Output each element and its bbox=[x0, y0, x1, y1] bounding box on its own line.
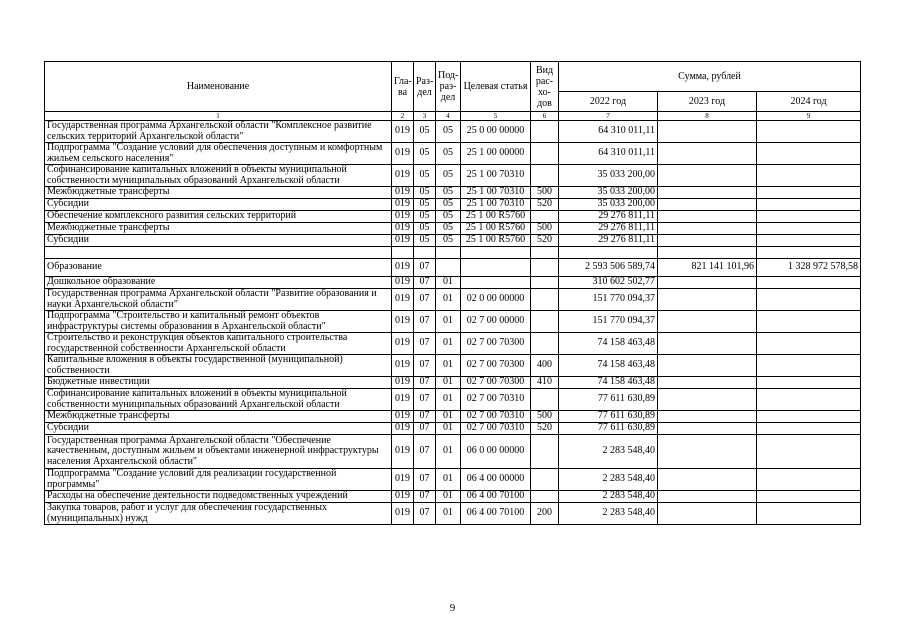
header-year-2022: 2022 год bbox=[559, 92, 658, 112]
table-row bbox=[45, 377, 861, 389]
header-name: Наименование bbox=[45, 62, 392, 112]
row-target-article bbox=[461, 277, 531, 289]
row-sum-2024 bbox=[757, 491, 861, 503]
row-sum-2023 bbox=[658, 289, 757, 311]
row-glava: 019 bbox=[392, 503, 414, 525]
row-expense-type bbox=[531, 491, 559, 503]
row-target-article: 02 7 00 70300 bbox=[461, 377, 531, 389]
row-expense-type: 500 bbox=[531, 223, 559, 235]
row-glava: 019 bbox=[392, 199, 414, 211]
row-glava: 019 bbox=[392, 165, 414, 187]
row-expense-type bbox=[531, 121, 559, 143]
row-podrazdel: 01 bbox=[436, 423, 461, 435]
row-name: Межбюджетные трансферты bbox=[45, 411, 392, 423]
row-sum-2023 bbox=[658, 223, 757, 235]
row-target-article: 02 7 00 70310 bbox=[461, 389, 531, 411]
row-sum-2024 bbox=[757, 311, 861, 333]
column-number: 6 bbox=[531, 112, 559, 121]
row-target-article bbox=[461, 259, 531, 277]
row-expense-type bbox=[531, 165, 559, 187]
row-podrazdel: 01 bbox=[436, 289, 461, 311]
row-glava: 019 bbox=[392, 121, 414, 143]
row-sum-2023 bbox=[658, 143, 757, 165]
row-target-article: 25 1 00 70310 bbox=[461, 199, 531, 211]
row-sum-2022: 2 283 548,40 bbox=[559, 469, 658, 491]
header-glava: Гла-ва bbox=[392, 62, 414, 112]
row-razdel: 05 bbox=[414, 143, 436, 165]
table-row bbox=[45, 165, 861, 187]
table-row bbox=[45, 187, 861, 199]
row-name: Субсидии bbox=[45, 199, 392, 211]
row-sum-2024 bbox=[757, 355, 861, 377]
row-glava: 019 bbox=[392, 389, 414, 411]
row-razdel: 05 bbox=[414, 187, 436, 199]
table-row bbox=[45, 277, 861, 289]
row-podrazdel bbox=[436, 247, 461, 259]
row-podrazdel: 01 bbox=[436, 389, 461, 411]
row-glava: 019 bbox=[392, 311, 414, 333]
row-expense-type bbox=[531, 389, 559, 411]
row-podrazdel: 05 bbox=[436, 211, 461, 223]
column-number: 9 bbox=[757, 112, 861, 121]
column-number: 2 bbox=[392, 112, 414, 121]
row-target-article: 02 0 00 00000 bbox=[461, 289, 531, 311]
table-body bbox=[45, 121, 861, 525]
header-podrazdel: Под-раз-дел bbox=[436, 62, 461, 112]
row-sum-2022: 64 310 011,11 bbox=[559, 143, 658, 165]
row-razdel: 05 bbox=[414, 121, 436, 143]
row-expense-type bbox=[531, 333, 559, 355]
column-number: 5 bbox=[461, 112, 531, 121]
row-sum-2024 bbox=[757, 199, 861, 211]
row-podrazdel: 05 bbox=[436, 199, 461, 211]
row-target-article: 25 0 00 00000 bbox=[461, 121, 531, 143]
row-sum-2022: 151 770 094,37 bbox=[559, 311, 658, 333]
row-sum-2023 bbox=[658, 199, 757, 211]
row-target-article: 06 4 00 70100 bbox=[461, 491, 531, 503]
row-podrazdel: 01 bbox=[436, 355, 461, 377]
row-name: Дошкольное образование bbox=[45, 277, 392, 289]
row-podrazdel: 01 bbox=[436, 333, 461, 355]
row-target-article: 02 7 00 70300 bbox=[461, 333, 531, 355]
row-name: Субсидии bbox=[45, 423, 392, 435]
table-row bbox=[45, 143, 861, 165]
row-razdel: 07 bbox=[414, 503, 436, 525]
row-sum-2022: 2 283 548,40 bbox=[559, 491, 658, 503]
row-sum-2023 bbox=[658, 165, 757, 187]
row-sum-2024 bbox=[757, 435, 861, 469]
row-target-article: 06 4 00 00000 bbox=[461, 469, 531, 491]
row-sum-2023 bbox=[658, 423, 757, 435]
row-podrazdel: 05 bbox=[436, 121, 461, 143]
table-row bbox=[45, 223, 861, 235]
table-row bbox=[45, 411, 861, 423]
row-name: Закупка товаров, работ и услуг для обеспечения государственных (муниципальных) нужд bbox=[45, 503, 392, 525]
row-sum-2023 bbox=[658, 187, 757, 199]
row-podrazdel: 01 bbox=[436, 435, 461, 469]
table-row bbox=[45, 121, 861, 143]
table-row bbox=[45, 435, 861, 469]
row-razdel: 07 bbox=[414, 435, 436, 469]
row-razdel: 07 bbox=[414, 389, 436, 411]
table-row bbox=[45, 469, 861, 491]
table-row bbox=[45, 491, 861, 503]
row-sum-2022: 2 283 548,40 bbox=[559, 503, 658, 525]
header-target-article: Целевая статья bbox=[461, 62, 531, 112]
row-name: Субсидии bbox=[45, 235, 392, 247]
row-name: Софинансирование капитальных вложений в объекты муниципальной собственности муниципальных образований Архангельской области bbox=[45, 165, 392, 187]
row-sum-2022: 2 283 548,40 bbox=[559, 435, 658, 469]
row-expense-type bbox=[531, 277, 559, 289]
row-target-article: 25 1 00 R5760 bbox=[461, 211, 531, 223]
table-row bbox=[45, 389, 861, 411]
column-number: 1 bbox=[45, 112, 392, 121]
row-sum-2024 bbox=[757, 235, 861, 247]
row-razdel: 07 bbox=[414, 355, 436, 377]
row-expense-type: 410 bbox=[531, 377, 559, 389]
row-expense-type: 200 bbox=[531, 503, 559, 525]
row-sum-2022: 74 158 463,48 bbox=[559, 333, 658, 355]
row-razdel bbox=[414, 247, 436, 259]
row-glava: 019 bbox=[392, 223, 414, 235]
row-expense-type bbox=[531, 311, 559, 333]
row-razdel: 05 bbox=[414, 199, 436, 211]
row-razdel: 07 bbox=[414, 469, 436, 491]
row-glava: 019 bbox=[392, 259, 414, 277]
row-target-article: 06 4 00 70100 bbox=[461, 503, 531, 525]
row-target-article: 25 1 00 00000 bbox=[461, 143, 531, 165]
row-podrazdel: 01 bbox=[436, 377, 461, 389]
row-sum-2023 bbox=[658, 235, 757, 247]
header-expense-type: Вид рас-хо-дов bbox=[531, 62, 559, 112]
row-expense-type bbox=[531, 259, 559, 277]
row-sum-2022: 151 770 094,37 bbox=[559, 289, 658, 311]
header-sum: Сумма, рублей bbox=[559, 62, 861, 92]
row-sum-2024 bbox=[757, 277, 861, 289]
row-sum-2024: 1 328 972 578,58 bbox=[757, 259, 861, 277]
row-razdel: 07 bbox=[414, 277, 436, 289]
row-podrazdel: 05 bbox=[436, 143, 461, 165]
row-target-article: 25 1 00 R5760 bbox=[461, 235, 531, 247]
row-expense-type bbox=[531, 469, 559, 491]
row-glava: 019 bbox=[392, 289, 414, 311]
row-razdel: 05 bbox=[414, 235, 436, 247]
row-glava: 019 bbox=[392, 355, 414, 377]
row-glava: 019 bbox=[392, 333, 414, 355]
column-number: 7 bbox=[559, 112, 658, 121]
row-glava: 019 bbox=[392, 377, 414, 389]
row-razdel: 07 bbox=[414, 311, 436, 333]
row-podrazdel: 01 bbox=[436, 411, 461, 423]
row-sum-2023 bbox=[658, 389, 757, 411]
row-glava bbox=[392, 247, 414, 259]
row-sum-2023: 821 141 101,96 bbox=[658, 259, 757, 277]
row-name: Обеспечение комплексного развития сельских территорий bbox=[45, 211, 392, 223]
table-row bbox=[45, 503, 861, 525]
row-name: Межбюджетные трансферты bbox=[45, 223, 392, 235]
row-glava: 019 bbox=[392, 411, 414, 423]
row-sum-2023 bbox=[658, 411, 757, 423]
row-sum-2024 bbox=[757, 121, 861, 143]
row-expense-type: 520 bbox=[531, 423, 559, 435]
row-podrazdel bbox=[436, 259, 461, 277]
row-sum-2023 bbox=[658, 469, 757, 491]
row-razdel: 07 bbox=[414, 259, 436, 277]
row-expense-type: 400 bbox=[531, 355, 559, 377]
row-glava: 019 bbox=[392, 211, 414, 223]
row-name: Бюджетные инвестиции bbox=[45, 377, 392, 389]
row-sum-2024 bbox=[757, 411, 861, 423]
row-name: Строительство и реконструкция объектов капитального строительства государственной собственности Архангельской области bbox=[45, 333, 392, 355]
row-sum-2024 bbox=[757, 165, 861, 187]
row-expense-type bbox=[531, 289, 559, 311]
row-sum-2024 bbox=[757, 333, 861, 355]
table-row bbox=[45, 247, 861, 259]
table-row bbox=[45, 355, 861, 377]
row-sum-2024 bbox=[757, 423, 861, 435]
table-row bbox=[45, 289, 861, 311]
row-target-article bbox=[461, 247, 531, 259]
table-row bbox=[45, 199, 861, 211]
row-glava: 019 bbox=[392, 143, 414, 165]
row-sum-2023 bbox=[658, 435, 757, 469]
row-expense-type: 500 bbox=[531, 411, 559, 423]
row-name: Капитальные вложения в объекты государственной (муниципальной) собственности bbox=[45, 355, 392, 377]
row-name: Подпрограмма "Создание условий для обеспечения доступным и комфортным жильем сельского населения" bbox=[45, 143, 392, 165]
row-podrazdel: 05 bbox=[436, 235, 461, 247]
row-target-article: 25 1 00 70310 bbox=[461, 165, 531, 187]
row-expense-type bbox=[531, 211, 559, 223]
row-target-article: 02 7 00 70300 bbox=[461, 355, 531, 377]
row-sum-2022: 35 033 200,00 bbox=[559, 187, 658, 199]
column-number: 3 bbox=[414, 112, 436, 121]
row-razdel: 07 bbox=[414, 289, 436, 311]
row-razdel: 07 bbox=[414, 423, 436, 435]
header-razdel: Раз-дел bbox=[414, 62, 436, 112]
row-sum-2022: 35 033 200,00 bbox=[559, 199, 658, 211]
row-sum-2022: 29 276 811,11 bbox=[559, 223, 658, 235]
table-row bbox=[45, 423, 861, 435]
row-sum-2024 bbox=[757, 187, 861, 199]
row-sum-2024 bbox=[757, 211, 861, 223]
row-glava: 019 bbox=[392, 277, 414, 289]
row-expense-type bbox=[531, 435, 559, 469]
row-sum-2022: 29 276 811,11 bbox=[559, 235, 658, 247]
row-expense-type: 500 bbox=[531, 187, 559, 199]
row-sum-2023 bbox=[658, 247, 757, 259]
table-row bbox=[45, 259, 861, 277]
page-number: 9 bbox=[449, 602, 456, 614]
row-razdel: 07 bbox=[414, 491, 436, 503]
row-sum-2024 bbox=[757, 289, 861, 311]
row-name: Государственная программа Архангельской области "Комплексное развитие сельских территорий Архангельской области" bbox=[45, 121, 392, 143]
table-row bbox=[45, 211, 861, 223]
row-podrazdel: 01 bbox=[436, 469, 461, 491]
row-razdel: 07 bbox=[414, 377, 436, 389]
row-name: Расходы на обеспечение деятельности подведомственных учреждений bbox=[45, 491, 392, 503]
row-sum-2023 bbox=[658, 355, 757, 377]
row-razdel: 07 bbox=[414, 333, 436, 355]
row-sum-2022: 310 602 502,77 bbox=[559, 277, 658, 289]
row-name bbox=[45, 247, 392, 259]
column-number: 8 bbox=[658, 112, 757, 121]
row-glava: 019 bbox=[392, 491, 414, 503]
row-sum-2023 bbox=[658, 377, 757, 389]
table-row bbox=[45, 311, 861, 333]
row-sum-2022: 77 611 630,89 bbox=[559, 411, 658, 423]
row-sum-2023 bbox=[658, 333, 757, 355]
row-sum-2024 bbox=[757, 223, 861, 235]
row-sum-2023 bbox=[658, 503, 757, 525]
row-razdel: 05 bbox=[414, 165, 436, 187]
row-sum-2022: 2 593 506 589,74 bbox=[559, 259, 658, 277]
table-row bbox=[45, 235, 861, 247]
row-sum-2023 bbox=[658, 121, 757, 143]
row-sum-2023 bbox=[658, 277, 757, 289]
header-year-2024: 2024 год bbox=[757, 92, 861, 112]
row-target-article: 25 1 00 R5760 bbox=[461, 223, 531, 235]
row-sum-2022: 29 276 811,11 bbox=[559, 211, 658, 223]
budget-table bbox=[44, 61, 861, 525]
row-sum-2022 bbox=[559, 247, 658, 259]
row-sum-2023 bbox=[658, 211, 757, 223]
row-sum-2022: 74 158 463,48 bbox=[559, 377, 658, 389]
row-glava: 019 bbox=[392, 469, 414, 491]
row-glava: 019 bbox=[392, 235, 414, 247]
header-year-2023: 2023 год bbox=[658, 92, 757, 112]
row-sum-2022: 64 310 011,11 bbox=[559, 121, 658, 143]
row-glava: 019 bbox=[392, 435, 414, 469]
table-header bbox=[45, 62, 861, 121]
row-podrazdel: 01 bbox=[436, 277, 461, 289]
row-razdel: 07 bbox=[414, 411, 436, 423]
row-target-article: 02 7 00 70310 bbox=[461, 423, 531, 435]
row-glava: 019 bbox=[392, 423, 414, 435]
row-expense-type: 520 bbox=[531, 199, 559, 211]
row-sum-2023 bbox=[658, 311, 757, 333]
row-glava: 019 bbox=[392, 187, 414, 199]
row-sum-2024 bbox=[757, 247, 861, 259]
row-sum-2024 bbox=[757, 469, 861, 491]
row-sum-2022: 74 158 463,48 bbox=[559, 355, 658, 377]
row-sum-2022: 77 611 630,89 bbox=[559, 389, 658, 411]
row-sum-2022: 77 611 630,89 bbox=[559, 423, 658, 435]
row-razdel: 05 bbox=[414, 211, 436, 223]
row-sum-2024 bbox=[757, 143, 861, 165]
row-target-article: 02 7 00 00000 bbox=[461, 311, 531, 333]
row-podrazdel: 01 bbox=[436, 503, 461, 525]
row-name: Государственная программа Архангельской области "Обеспечение качественным, доступным жильем и объектами инженерной инфраструктуры населения Архангельской области" bbox=[45, 435, 392, 469]
row-name: Межбюджетные трансферты bbox=[45, 187, 392, 199]
row-sum-2024 bbox=[757, 503, 861, 525]
row-name: Софинансирование капитальных вложений в объекты муниципальной собственности муниципальных образований Архангельской области bbox=[45, 389, 392, 411]
row-name: Подпрограмма "Строительство и капитальный ремонт объектов инфраструктуры системы образования в Архангельской области" bbox=[45, 311, 392, 333]
row-razdel: 05 bbox=[414, 223, 436, 235]
row-podrazdel: 05 bbox=[436, 165, 461, 187]
row-podrazdel: 01 bbox=[436, 311, 461, 333]
row-name: Государственная программа Архангельской области "Развитие образования и науки Архангельской области" bbox=[45, 289, 392, 311]
row-sum-2023 bbox=[658, 491, 757, 503]
row-target-article: 25 1 00 70310 bbox=[461, 187, 531, 199]
row-expense-type bbox=[531, 247, 559, 259]
row-podrazdel: 01 bbox=[436, 491, 461, 503]
row-sum-2024 bbox=[757, 377, 861, 389]
row-expense-type: 520 bbox=[531, 235, 559, 247]
column-number: 4 bbox=[436, 112, 461, 121]
row-target-article: 06 0 00 00000 bbox=[461, 435, 531, 469]
row-expense-type bbox=[531, 143, 559, 165]
row-target-article: 02 7 00 70310 bbox=[461, 411, 531, 423]
row-name: Образование bbox=[45, 259, 392, 277]
row-podrazdel: 05 bbox=[436, 223, 461, 235]
row-sum-2022: 35 033 200,00 bbox=[559, 165, 658, 187]
row-name: Подпрограмма "Создание условий для реализации государственной программы" bbox=[45, 469, 392, 491]
row-podrazdel: 05 bbox=[436, 187, 461, 199]
table-row bbox=[45, 333, 861, 355]
row-sum-2024 bbox=[757, 389, 861, 411]
